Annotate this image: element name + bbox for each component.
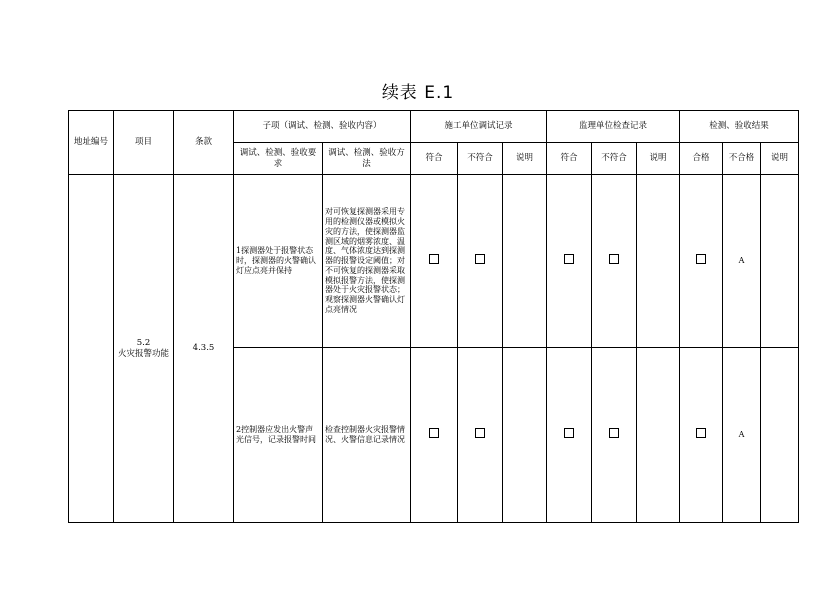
- result-note-cell: [761, 348, 799, 523]
- supervision-nonconform-checkbox[interactable]: [609, 254, 619, 264]
- supervision-nonconform-checkbox[interactable]: [609, 428, 619, 438]
- header-method: 调试、检测、验收方法: [323, 143, 411, 175]
- construction-nonconform-checkbox[interactable]: [475, 254, 485, 264]
- header-fail: 不合格: [723, 143, 761, 175]
- header-supervision-nonconform: 不符合: [592, 143, 637, 175]
- construction-conform-checkbox[interactable]: [429, 428, 439, 438]
- requirement-text: 1探测器处于报警状态时，探测器的火警确认灯应点亮并保持: [234, 175, 323, 348]
- supervision-note-cell: [637, 175, 680, 348]
- header-supervision-note: 说明: [637, 143, 680, 175]
- page-title: 续表 E.1: [381, 83, 455, 103]
- construction-note-cell: [503, 175, 547, 348]
- header-supervision-record: 监理单位检查记录: [547, 111, 680, 143]
- pass-checkbox[interactable]: [696, 254, 706, 264]
- supervision-note-cell: [637, 348, 680, 523]
- method-text: 检查控制器火灾报警情况、火警信息记录情况: [323, 348, 411, 523]
- header-construction-conform: 符合: [411, 143, 458, 175]
- header-pass: 合格: [680, 143, 723, 175]
- header-supervision-conform: 符合: [547, 143, 592, 175]
- fail-result-mark: A: [723, 348, 761, 523]
- header-item: 项目: [114, 111, 174, 175]
- supervision-conform-checkbox[interactable]: [564, 254, 574, 264]
- item-cell: [114, 175, 174, 523]
- fail-result-mark: A: [723, 175, 761, 348]
- item-number: 5.2: [136, 338, 151, 349]
- supervision-conform-checkbox[interactable]: [564, 428, 574, 438]
- header-requirement: 调试、检测、验收要求: [234, 143, 323, 175]
- result-note-cell: [761, 175, 799, 348]
- table-row: [69, 175, 799, 348]
- header-construction-nonconform: 不符合: [458, 143, 503, 175]
- construction-nonconform-checkbox[interactable]: [475, 428, 485, 438]
- construction-note-cell: [503, 348, 547, 523]
- header-inspection-result: 检测、验收结果: [680, 111, 799, 143]
- header-clause: 条款: [174, 111, 234, 175]
- header-result-note: 说明: [761, 143, 799, 175]
- inspection-table: [68, 110, 799, 523]
- requirement-text: 2控制器应发出火警声光信号，记录报警时间: [234, 348, 323, 523]
- address-no-cell: [69, 175, 114, 523]
- pass-checkbox[interactable]: [696, 428, 706, 438]
- clause-cell: 4.3.5: [174, 175, 234, 523]
- header-construction-record: 施工单位调试记录: [411, 111, 547, 143]
- header-address-no: 地址编号: [69, 111, 114, 175]
- method-text: 对可恢复探测器采用专用的检测仪器或模拟火灾的方法，使探测器监测区域的烟雾浓度、温度、气体浓度达到探测器的报警设定阈值；对不可恢复的探测器采取模拟报警方法，使探测器处于火灾报警状态；观察探测器火警确认灯点亮情况: [323, 175, 411, 348]
- construction-conform-checkbox[interactable]: [429, 254, 439, 264]
- item-name: 火灾报警功能: [117, 348, 169, 359]
- header-construction-note: 说明: [503, 143, 547, 175]
- header-sub-item: 子项（调试、检测、验收内容）: [234, 111, 411, 143]
